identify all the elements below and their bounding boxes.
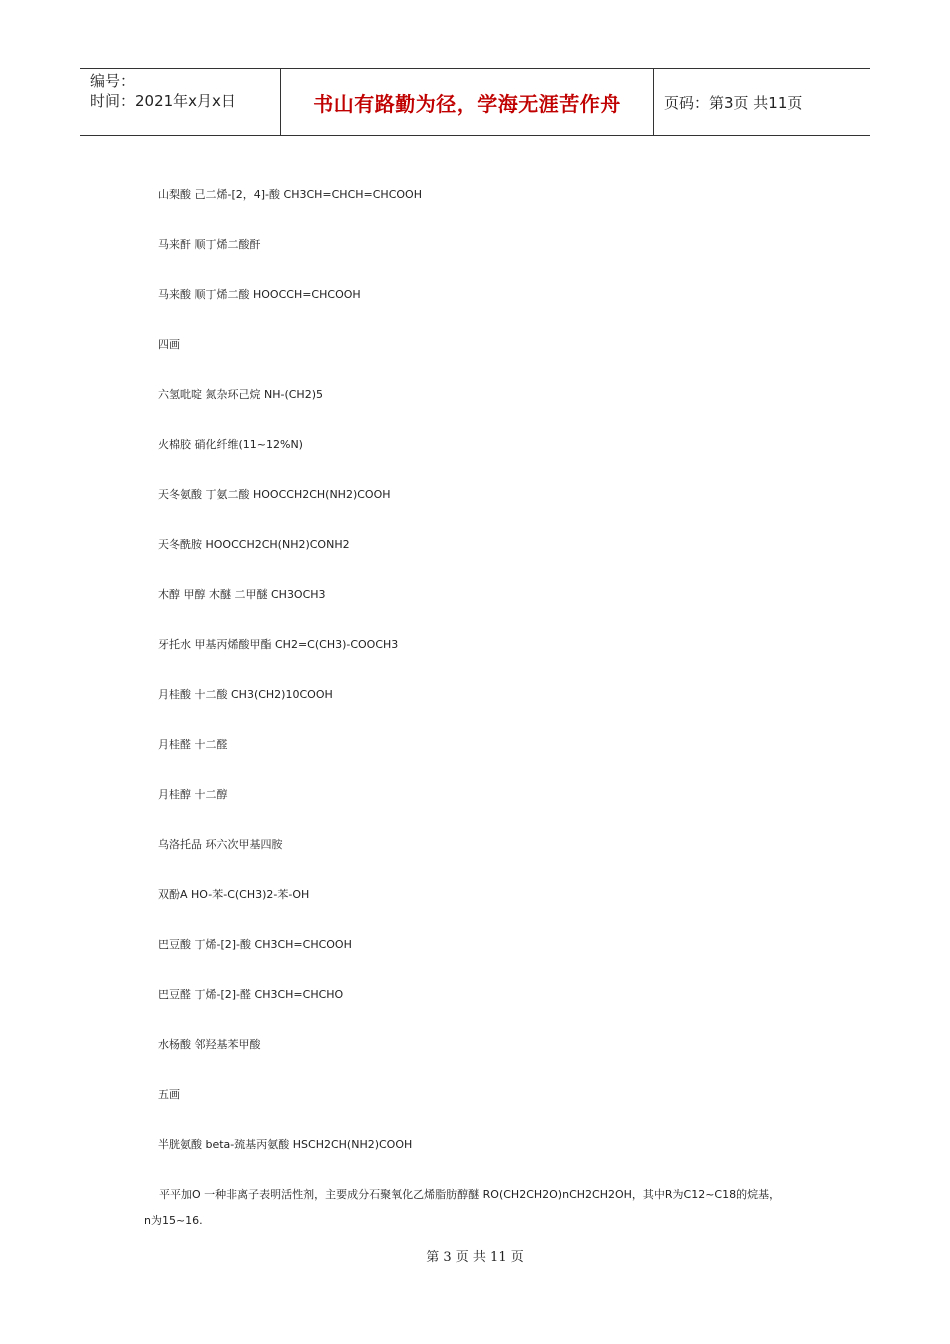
entry: 火棉胶 硝化纤维(11~12%N) [158,438,303,451]
entry: 牙托水 甲基丙烯酸甲酯 CH2=C(CH3)-COOCH3 [158,638,399,651]
header-motto-cell [281,69,654,135]
entry: 半胱氨酸 beta-巯基丙氨酸 HSCH2CH(NH2)COOH [158,1138,413,1151]
time-label: 时间：2021年x月x日 [90,92,236,110]
description-paragraph [144,1182,814,1234]
page-header [80,68,870,136]
entry: 马来酐 顺丁烯二酸酐 [158,238,261,251]
header-meta [80,69,281,135]
header-page-cell [654,69,870,135]
entry: 马来酸 顺丁烯二酸 HOOCCH=CHCOOH [158,288,361,301]
section-heading: 四画 [158,338,180,351]
entry: 天冬酰胺 HOOCCH2CH(NH2)CONH2 [158,538,350,551]
page-footer [0,1246,950,1265]
paragraph-line: 平平加O 一种非离子表明活性剂，主要成分石聚氧化乙烯脂肪醇醚 RO(CH2CH2O)nCH2CH2OH，其中R为C12~C18的烷基， [159,1188,781,1201]
header-page-label: 页码：第3页 共11页 [664,93,803,112]
entry: 巴豆酸 丁烯-[2]-酸 CH3CH=CHCOOH [158,938,352,951]
header-motto: 书山有路勤为径，学海无涯苦作舟 [313,91,621,116]
entry: 月桂酸 十二酸 CH3(CH2)10COOH [158,688,333,701]
entry-list [158,185,818,1185]
paragraph-line: n为15~16. [144,1214,203,1227]
entry: 木醇 甲醇 木醚 二甲醚 CH3OCH3 [158,588,326,601]
number-label: 编号： [90,72,136,90]
footer-page-number: 第 3 页 共 11 页 [426,1250,524,1265]
entry: 月桂醇 十二醇 [158,788,228,801]
entry: 月桂醛 十二醛 [158,738,228,751]
section-heading: 五画 [158,1088,180,1101]
entry: 水杨酸 邻羟基苯甲酸 [158,1038,261,1051]
entry: 天冬氨酸 丁氨二酸 HOOCCH2CH(NH2)COOH [158,488,391,501]
entry: 六氢吡啶 氮杂环己烷 NH-(CH2)5 [158,388,323,401]
entry: 双酚A HO-苯-C(CH3)2-苯-OH [158,888,310,901]
entry: 乌洛托品 环六次甲基四胺 [158,838,283,851]
entry: 巴豆醛 丁烯-[2]-醛 CH3CH=CHCHO [158,988,344,1001]
entry: 山梨酸 己二烯-[2，4]-酸 CH3CH=CHCH=CHCOOH [158,188,422,201]
